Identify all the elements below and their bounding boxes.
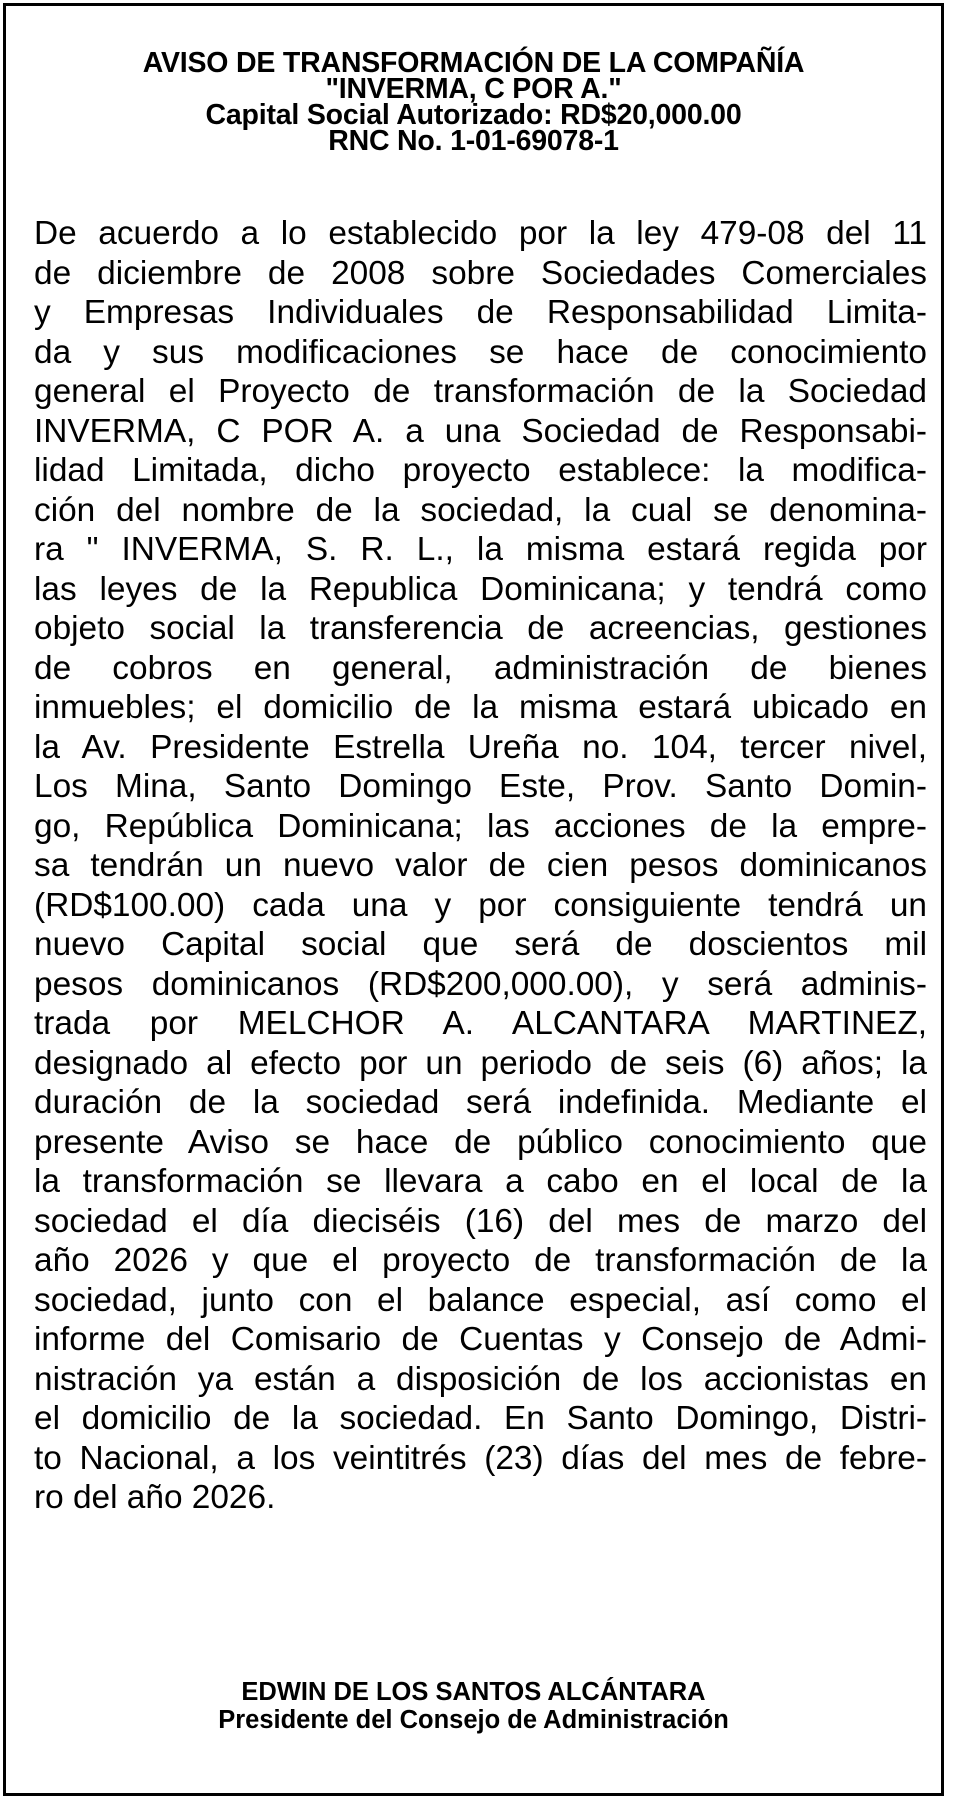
signatory-name: EDWIN DE LOS SANTOS ALCÁNTARA xyxy=(241,1678,706,1706)
body-line: nuevo Capital social que será de doscientos mil xyxy=(34,926,927,963)
body-line: trada por MELCHOR A. ALCANTARA MARTINEZ, xyxy=(34,1005,927,1042)
body-line: de cobros en general, administración de bienes xyxy=(34,649,927,687)
body-line: de diciembre de 2008 sobre Sociedades Comerciales xyxy=(34,254,927,292)
body-line: nistración ya están a disposición de los accionistas en xyxy=(34,1360,927,1398)
body-line: la transformación se llevara a cabo en el local de la xyxy=(34,1163,927,1200)
body-line: De acuerdo a lo establecido por la ley 479-08 del 11 xyxy=(34,215,927,252)
body-line: INVERMA, C POR A. a una Sociedad de Responsabi- xyxy=(34,412,927,450)
signature-block xyxy=(6,1678,941,1734)
body-line: duración de la sociedad será indefinida. Mediante el xyxy=(34,1084,927,1121)
body-line: inmuebles; el domicilio de la misma estará ubicado en xyxy=(34,689,927,726)
body-line: sociedad, junto con el balance especial, así como el xyxy=(34,1281,927,1319)
body-line: ra " INVERMA, S. R. L., la misma estará regida por xyxy=(34,531,927,568)
body-line: presente Aviso se hace de público conocimiento que xyxy=(34,1123,927,1161)
body-line: da y sus modificaciones se hace de conocimiento xyxy=(34,333,927,371)
body-line: sociedad el día dieciséis (16) del mes de marzo del xyxy=(34,1202,927,1240)
authorized-capital: Capital Social Autorizado: RD$20,000.00 xyxy=(205,99,742,131)
notice-body xyxy=(34,214,927,1518)
body-line: (RD$100.00) cada una y por consiguiente tendrá un xyxy=(34,886,927,924)
signatory-title: Presidente del Consejo de Administración xyxy=(218,1706,729,1734)
notice-heading xyxy=(6,47,941,157)
body-line: año 2026 y que el proyecto de transformación de la xyxy=(34,1242,927,1279)
body-line: el domicilio de la sociedad. En Santo Domingo, Distri- xyxy=(34,1400,927,1437)
body-line: la Av. Presidente Estrella Ureña no. 104, tercer nivel, xyxy=(34,728,927,766)
body-line: pesos dominicanos (RD$200,000.00), y será adminis- xyxy=(34,965,927,1003)
body-line: lidad Limitada, dicho proyecto establece: la modifica- xyxy=(34,452,927,489)
body-line: ción del nombre de la sociedad, la cual se denomina- xyxy=(34,491,927,529)
company-name: "INVERMA, C POR A." xyxy=(325,73,622,105)
notice-title: AVISO DE TRANSFORMACIÓN DE LA COMPAÑÍA xyxy=(142,47,805,79)
body-line: objeto social la transferencia de acreencias, gestiones xyxy=(34,610,927,647)
rnc-number: RNC No. 1-01-69078-1 xyxy=(328,125,619,157)
body-line: general el Proyecto de transformación de la Sociedad xyxy=(34,373,927,410)
body-line: go, República Dominicana; las acciones de la empre- xyxy=(34,807,927,845)
body-line: ro del año 2026. xyxy=(34,1479,276,1516)
legal-notice xyxy=(3,3,944,1796)
body-line: Los Mina, Santo Domingo Este, Prov. Santo Domin- xyxy=(34,768,927,805)
body-line: las leyes de la Republica Dominicana; y tendrá como xyxy=(34,570,927,608)
body-line: y Empresas Individuales de Responsabilidad Limita- xyxy=(34,294,927,331)
body-line: designado al efecto por un periodo de seis (6) años; la xyxy=(34,1044,927,1082)
body-line: sa tendrán un nuevo valor de cien pesos dominicanos xyxy=(34,847,927,884)
body-line: to Nacional, a los veintitrés (23) días del mes de febre- xyxy=(34,1439,927,1477)
body-line: informe del Comisario de Cuentas y Consejo de Admi- xyxy=(34,1321,927,1358)
